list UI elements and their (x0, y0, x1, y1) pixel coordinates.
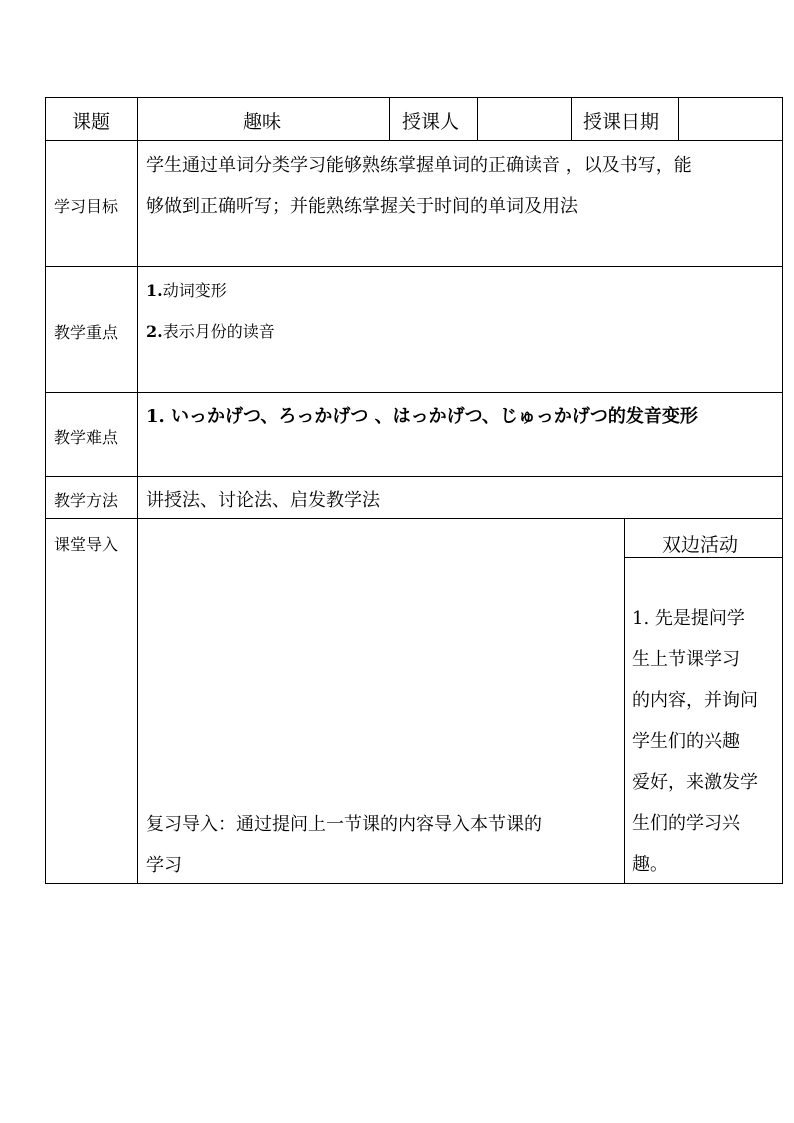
rule-difficulties-bottom (45, 476, 783, 477)
rule-activity-header-bottom (624, 557, 783, 558)
key-point-text: 表示月份的读音 (162, 322, 275, 341)
objectives-label: 学习目标 (54, 197, 119, 216)
activity-line: 生上节课学习 (632, 649, 740, 670)
course-label: 课题 (72, 111, 111, 133)
rule-activity-col (624, 518, 625, 884)
course-value: 趣味 (243, 111, 282, 133)
rule-left (45, 97, 46, 884)
difficulties-text: 1. いっかげつ、ろっかげつ 、はっかげつ、じゅっかげつ的发音变形 (146, 406, 698, 427)
difficulties-label: 教学难点 (54, 428, 119, 447)
methods-label: 教学方法 (54, 491, 119, 510)
rule-label-col (137, 97, 138, 884)
rule-keypoints-bottom (45, 392, 783, 393)
teacher-label: 授课人 (402, 111, 460, 133)
key-points-label: 教学重点 (54, 323, 119, 342)
activity-line: 生们的学习兴 (632, 813, 740, 834)
rule-objectives-bottom (45, 266, 783, 267)
activity-header: 双边活动 (662, 534, 739, 556)
activity-line: 1. 先是提问学 (632, 608, 745, 629)
activity-line: 趣。 (632, 854, 668, 875)
methods-text: 讲授法、讨论法、启发教学法 (146, 490, 380, 511)
rule-header-col5 (678, 97, 679, 141)
date-label: 授课日期 (583, 111, 660, 133)
key-point-number: 2. (146, 322, 163, 341)
rule-header-col3 (477, 97, 478, 141)
intro-text-line-1: 复习导入：通过提问上一节课的内容导入本节课的 (146, 814, 542, 835)
key-point-item (146, 278, 227, 301)
rule-header-col4 (571, 97, 572, 141)
activity-line: 学生们的兴趣 (632, 731, 740, 752)
activity-line: 爱好，来激发学 (632, 772, 758, 793)
rule-right (782, 97, 783, 884)
intro-text-line-2: 学习 (146, 855, 182, 876)
rule-header-col2 (389, 97, 390, 141)
key-point-text: 动词变形 (162, 281, 227, 300)
activity-line: 的内容，并询问 (632, 690, 758, 711)
rule-methods-bottom (45, 518, 783, 519)
objectives-line-1: 学生通过单词分类学习能够熟练掌握单词的正确读音 ，以及书写，能 (146, 155, 692, 176)
rule-top (45, 97, 783, 98)
rule-bottom (45, 883, 783, 884)
key-point-item (146, 319, 275, 342)
objectives-line-2: 够做到正确听写；并能熟练掌握关于时间的单词及用法 (146, 196, 578, 217)
key-point-number: 1. (146, 281, 163, 300)
intro-label: 课堂导入 (54, 535, 119, 554)
rule-header-bottom (45, 140, 783, 141)
